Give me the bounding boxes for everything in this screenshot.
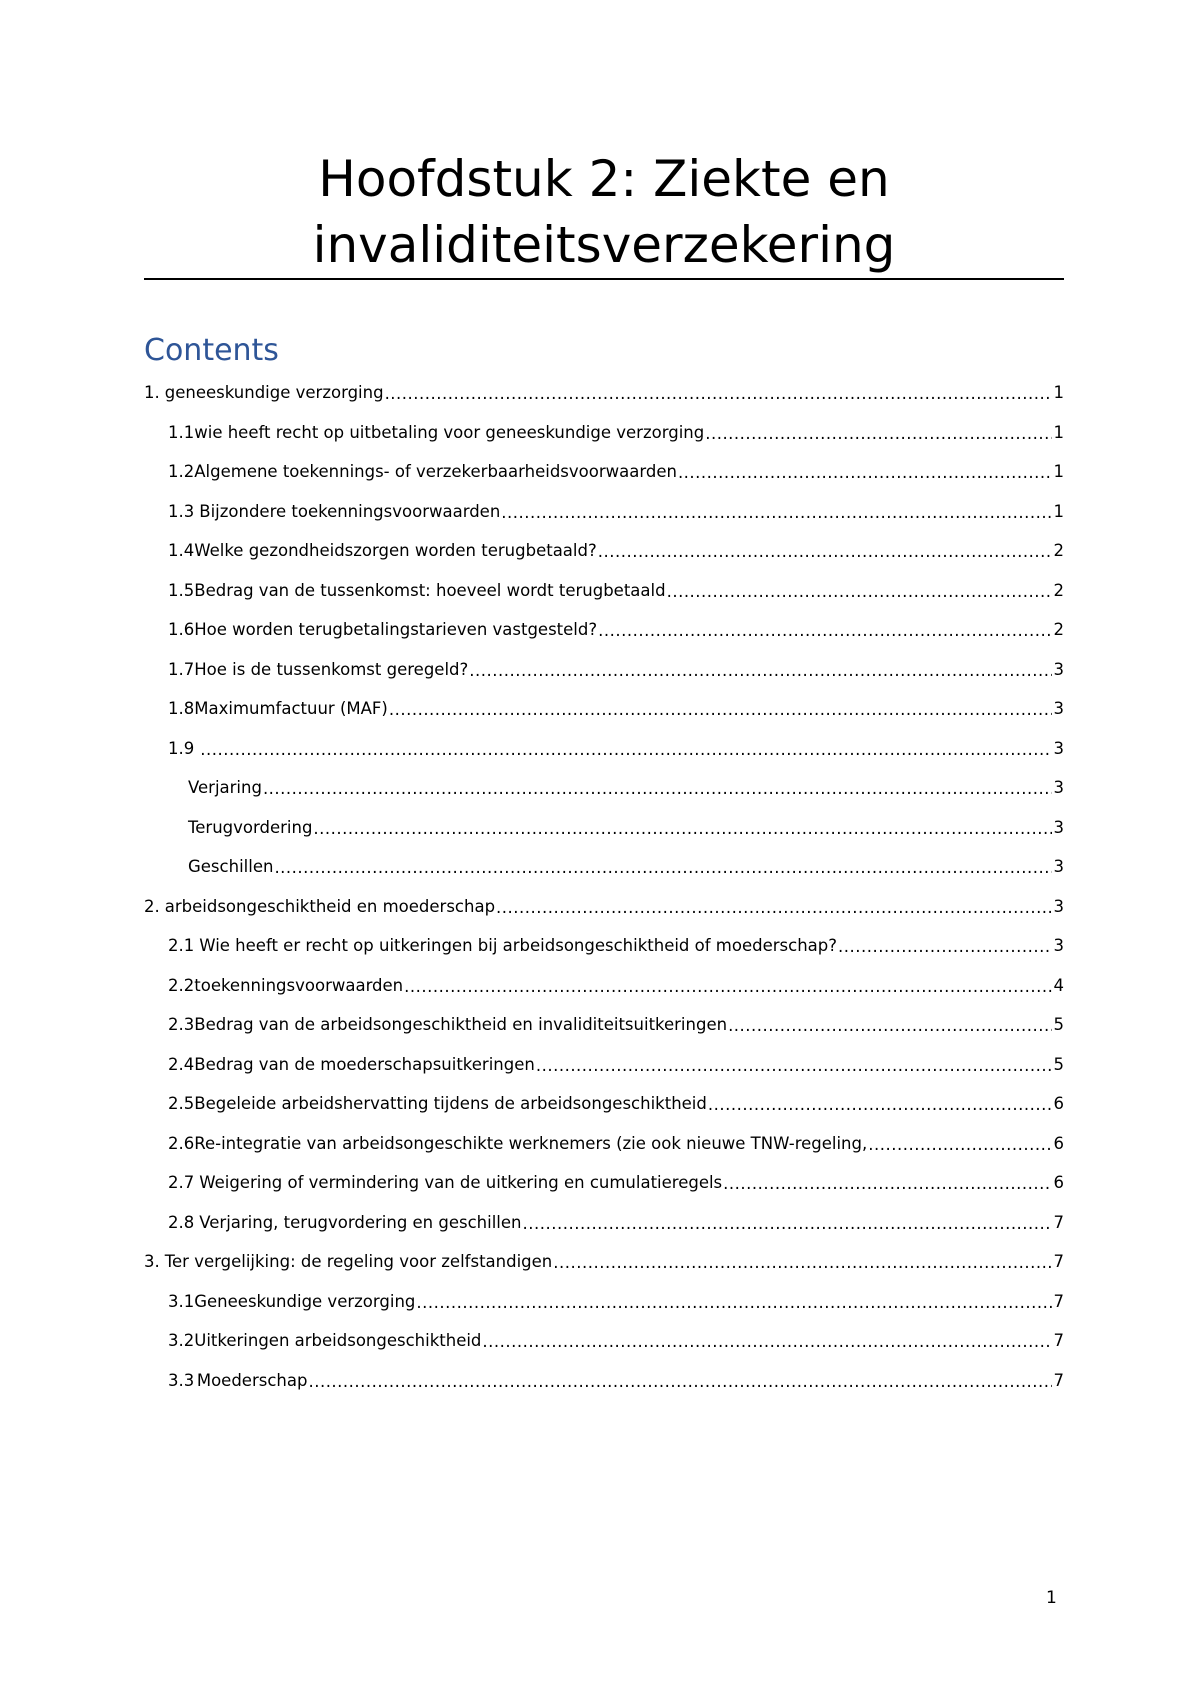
toc-dot-leader [313, 819, 1051, 838]
toc-entry-number: 2.7 [168, 1173, 195, 1193]
toc-entry-page: 3 [1053, 738, 1064, 758]
toc-entry-number: 1.1 [168, 422, 195, 442]
toc-dot-leader [598, 542, 1052, 561]
toc-entry-number: 3.3 [168, 1370, 195, 1390]
toc-entry[interactable] [144, 729, 1064, 769]
toc-dot-leader [385, 384, 1052, 403]
toc-entry-title: Verjaring, terugvordering en geschillen [199, 1212, 522, 1232]
toc-entry[interactable] [144, 413, 1064, 453]
toc-heading: Contents [144, 333, 279, 368]
toc-entry-page: 1 [1053, 462, 1064, 482]
toc-entry[interactable] [144, 650, 1064, 690]
toc-entry-title: Moederschap [196, 1370, 308, 1390]
toc-entry-title: Bijzondere toekenningsvoorwaarden [199, 501, 501, 521]
toc-dot-leader [523, 1214, 1052, 1233]
toc-entry-page: 7 [1053, 1370, 1064, 1390]
toc-dot-leader [389, 700, 1052, 719]
toc-entry-page: 1 [1053, 383, 1064, 403]
toc-entry[interactable] [144, 966, 1064, 1006]
toc-entry-number: 1. [144, 383, 160, 403]
toc-entry-number: 2.2 [168, 975, 195, 995]
toc-dot-leader [838, 937, 1052, 956]
toc-entry[interactable] [144, 1282, 1064, 1322]
toc-entry-title: Maximumfactuur (MAF) [194, 699, 388, 719]
toc-entry-number: 2.6 [168, 1133, 195, 1153]
toc-entry-title: Geschillen [188, 857, 274, 877]
toc-dot-leader [469, 661, 1051, 680]
toc-entry-title: Hoe is de tussenkomst geregeld? [194, 659, 469, 679]
toc-entry[interactable] [144, 452, 1064, 492]
toc-dot-leader [667, 582, 1052, 601]
toc-entry[interactable] [144, 571, 1064, 611]
toc-entry-title: Hoe worden terugbetalingstarieven vastgesteld? [194, 620, 598, 640]
toc-entry[interactable] [144, 1321, 1064, 1361]
toc-entry-title: wie heeft recht op uitbetaling voor geneeskundige verzorging [194, 422, 705, 442]
toc-entry-number: 1.9 [168, 738, 195, 758]
toc-entry-title: Terugvordering [188, 817, 313, 837]
toc-entry-title: Ter vergelijking: de regeling voor zelfstandigen [164, 1252, 553, 1272]
toc-entry-page: 1 [1053, 501, 1064, 521]
toc-entry-page: 3 [1053, 778, 1064, 798]
toc-entry-title: toekenningsvoorwaarden [194, 975, 404, 995]
title-underline [144, 278, 1064, 280]
toc-entry[interactable] [144, 926, 1064, 966]
toc-entry-page: 5 [1053, 1015, 1064, 1035]
toc-entry-page: 3 [1053, 659, 1064, 679]
toc-entry-number: 2.1 [168, 936, 195, 956]
toc-entry-title: Uitkeringen arbeidsongeschiktheid [194, 1331, 482, 1351]
toc-dot-leader [536, 1056, 1052, 1075]
toc-entry[interactable] [144, 1242, 1064, 1282]
toc-entry[interactable] [144, 531, 1064, 571]
toc-entry-number: 2.8 [168, 1212, 195, 1232]
toc-entry-title: Bedrag van de moederschapsuitkeringen [194, 1054, 535, 1074]
toc-entry-page: 3 [1053, 896, 1064, 916]
toc-entry[interactable] [144, 887, 1064, 927]
toc-entry[interactable] [144, 1361, 1064, 1401]
toc-entry-number: 3.2 [168, 1331, 195, 1351]
toc-entry-number: 1.2 [168, 462, 195, 482]
toc-entry-number: 1.8 [168, 699, 195, 719]
document-title [144, 146, 1064, 278]
page-number: 1 [1046, 1588, 1057, 1608]
toc-entry-title: Bedrag van de arbeidsongeschiktheid en invaliditeitsuitkeringen [194, 1015, 728, 1035]
toc-entry[interactable] [144, 768, 1064, 808]
toc-entry[interactable] [144, 1203, 1064, 1243]
toc-dot-leader [404, 977, 1051, 996]
toc-entry-page: 6 [1053, 1173, 1064, 1193]
toc-entry-number: 2. [144, 896, 160, 916]
toc-dot-leader [482, 1332, 1051, 1351]
toc-entry-title: geneeskundige verzorging [164, 383, 384, 403]
toc-entry-number: 2.5 [168, 1094, 195, 1114]
title-line-2: invaliditeitsverzekering [312, 216, 896, 274]
toc-entry-page: 3 [1053, 699, 1064, 719]
toc-entry-page: 7 [1053, 1252, 1064, 1272]
toc-dot-leader [308, 1372, 1051, 1391]
toc-entry-title: Begeleide arbeidshervatting tijdens de arbeidsongeschiktheid [194, 1094, 707, 1114]
toc-entry-page: 3 [1053, 936, 1064, 956]
toc-dot-leader [678, 463, 1052, 482]
toc-entry-page: 6 [1053, 1094, 1064, 1114]
toc-dot-leader [274, 858, 1051, 877]
toc-dot-leader [200, 740, 1051, 759]
toc-entry-page: 4 [1053, 975, 1064, 995]
toc-entry-number: 1.4 [168, 541, 195, 561]
toc-entry-title: Verjaring [188, 778, 262, 798]
toc-entry-number: 3.1 [168, 1291, 195, 1311]
toc-entry-title: Geneeskundige verzorging [194, 1291, 416, 1311]
toc-entry-page: 2 [1053, 541, 1064, 561]
toc-entry[interactable] [144, 610, 1064, 650]
toc-dot-leader [705, 424, 1051, 443]
toc-dot-leader [501, 503, 1051, 522]
toc-entry-page: 3 [1053, 857, 1064, 877]
toc-entry-number: 1.3 [168, 501, 195, 521]
title-line-1: Hoofdstuk 2: Ziekte en [318, 150, 890, 208]
toc-entry[interactable] [144, 1045, 1064, 1085]
toc-entry-page: 5 [1053, 1054, 1064, 1074]
toc-entry-page: 7 [1053, 1331, 1064, 1351]
toc-entry-number: 1.6 [168, 620, 195, 640]
toc-entry-title: Wie heeft er recht op uitkeringen bij arbeidsongeschiktheid of moederschap? [199, 936, 837, 956]
toc-entry-title: arbeidsongeschiktheid en moederschap [164, 896, 496, 916]
toc-dot-leader [708, 1095, 1052, 1114]
toc-entry[interactable] [144, 1084, 1064, 1124]
toc-entry-title: Welke gezondheidszorgen worden terugbetaald? [194, 541, 597, 561]
toc-entry-page: 7 [1053, 1212, 1064, 1232]
toc-entry-title: Algemene toekennings- of verzekerbaarheidsvoorwaarden [194, 462, 677, 482]
toc-entry-page: 2 [1053, 620, 1064, 640]
table-of-contents [144, 373, 1064, 1400]
toc-entry[interactable] [144, 1124, 1064, 1164]
toc-dot-leader [416, 1293, 1051, 1312]
toc-entry-page: 7 [1053, 1291, 1064, 1311]
toc-entry-page: 6 [1053, 1133, 1064, 1153]
toc-entry-page: 2 [1053, 580, 1064, 600]
toc-entry[interactable] [144, 1005, 1064, 1045]
toc-entry-number: 2.3 [168, 1015, 195, 1035]
toc-dot-leader [868, 1135, 1051, 1154]
toc-entry-number: 1.7 [168, 659, 195, 679]
toc-entry-title: Bedrag van de tussenkomst: hoeveel wordt terugbetaald [194, 580, 666, 600]
toc-dot-leader [553, 1253, 1051, 1272]
toc-dot-leader [728, 1016, 1051, 1035]
toc-entry[interactable] [144, 689, 1064, 729]
toc-dot-leader [496, 898, 1051, 917]
toc-entry-number: 3. [144, 1252, 160, 1272]
toc-entry-page: 1 [1053, 422, 1064, 442]
toc-dot-leader [263, 779, 1052, 798]
toc-entry-title: Weigering of vermindering van de uitkering en cumulatieregels [199, 1173, 723, 1193]
toc-entry-title: Re-integratie van arbeidsongeschikte werknemers (zie ook nieuwe TNW-regeling, [194, 1133, 868, 1153]
toc-dot-leader [598, 621, 1051, 640]
toc-entry-page: 3 [1053, 817, 1064, 837]
toc-entry[interactable] [144, 373, 1064, 413]
toc-entry[interactable] [144, 1163, 1064, 1203]
toc-entry-number: 2.4 [168, 1054, 195, 1074]
toc-entry[interactable] [144, 847, 1064, 887]
toc-dot-leader [723, 1174, 1051, 1193]
toc-entry-number: 1.5 [168, 580, 195, 600]
toc-entry[interactable] [144, 808, 1064, 848]
toc-entry[interactable] [144, 492, 1064, 532]
